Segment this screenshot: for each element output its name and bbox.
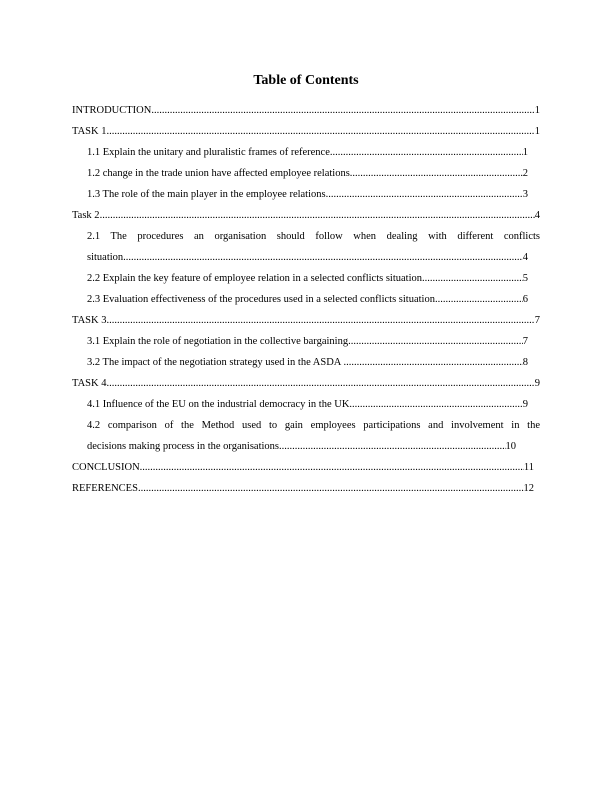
toc-page-number: 4 — [522, 252, 528, 263]
dot-leader — [350, 163, 523, 184]
toc-entry-1-1[interactable] — [87, 142, 528, 163]
toc-entry-task-3[interactable] — [72, 310, 540, 331]
dot-leader — [106, 373, 534, 394]
toc-entry-2-1[interactable] — [87, 226, 540, 268]
toc-page-number: 12 — [523, 483, 534, 494]
toc-page-number: 5 — [522, 273, 528, 284]
dot-leader — [330, 142, 523, 163]
toc-page-number: 11 — [523, 462, 534, 473]
dot-leader — [106, 121, 534, 142]
toc-entry-continuation — [87, 436, 516, 457]
toc-entry-continuation — [87, 247, 528, 268]
dot-leader — [348, 331, 523, 352]
toc-entry-2-2[interactable] — [87, 268, 528, 289]
toc-entry-3-1[interactable] — [87, 331, 528, 352]
toc-entry-label: 1.3 The role of the main player in the employee relations — [87, 189, 326, 200]
dot-leader — [435, 289, 523, 310]
toc-page-number: 7 — [522, 336, 528, 347]
toc-entry-introduction[interactable] — [72, 100, 540, 121]
toc-entry-4-2[interactable] — [87, 415, 540, 457]
toc-page-number: 1 — [534, 105, 540, 116]
toc-page-number: 9 — [522, 399, 528, 410]
page-title: Table of Contents — [253, 73, 359, 88]
toc-entry-label: CONCLUSION — [72, 462, 140, 473]
toc-entry-2-3[interactable] — [87, 289, 528, 310]
toc-entry-label-line1: 4.2 comparison of the Method used to gain employees participations and involvement in the — [87, 420, 540, 431]
toc-entry-label: TASK 3 — [72, 315, 107, 326]
toc-page-number: 6 — [522, 294, 528, 305]
dot-leader — [140, 457, 524, 478]
toc-page-number: 9 — [534, 378, 540, 389]
toc-entry-references[interactable] — [72, 478, 534, 499]
toc-entry-4-1[interactable] — [87, 394, 528, 415]
dot-leader — [349, 394, 522, 415]
toc-entry-label: 1.1 Explain the unitary and pluralistic frames of reference — [87, 147, 330, 158]
toc-entry-1-2[interactable] — [87, 163, 528, 184]
toc-entry-label: TASK 1 — [72, 126, 107, 137]
toc-page-number: 3 — [522, 189, 528, 200]
toc-entry-task-4[interactable] — [72, 373, 540, 394]
toc-page-number: 10 — [505, 441, 516, 452]
dot-leader — [100, 205, 535, 226]
dot-leader — [138, 478, 524, 499]
toc-page-number: 2 — [522, 168, 528, 179]
dot-leader — [123, 247, 523, 268]
toc-entry-label: 1.2 change in the trade union have affected employee relations — [87, 168, 350, 179]
dot-leader — [422, 268, 523, 289]
toc-entry-label-line1: 2.1 The procedures an organisation should follow when dealing with different conflicts — [87, 231, 540, 242]
toc-entry-label: 4.1 Influence of the EU on the industrial democracy in the UK — [87, 399, 350, 410]
toc-page-number: 8 — [522, 357, 528, 368]
dot-leader — [343, 352, 522, 373]
toc-entry-label: 3.2 The impact of the negotiation strategy used in the ASDA — [87, 357, 344, 368]
table-of-contents — [72, 100, 540, 499]
toc-entry-label: TASK 4 — [72, 378, 107, 389]
dot-leader — [279, 436, 506, 457]
toc-entry-label: Task 2 — [72, 210, 100, 221]
toc-page-number: 4 — [534, 210, 540, 221]
toc-page-number: 1 — [534, 126, 540, 137]
toc-entry-label: REFERENCES — [72, 483, 138, 494]
toc-entry-label: 2.3 Evaluation effectiveness of the procedures used in a selected conflicts situation — [87, 294, 435, 305]
toc-entry-label-line2: decisions making process in the organisations — [87, 441, 279, 452]
dot-leader — [106, 310, 534, 331]
toc-page-number: 7 — [534, 315, 540, 326]
toc-entry-task-1[interactable] — [72, 121, 540, 142]
toc-entry-3-2[interactable] — [87, 352, 528, 373]
toc-page-number: 1 — [522, 147, 528, 158]
toc-entry-label: 3.1 Explain the role of negotiation in the collective bargaining — [87, 336, 349, 347]
toc-entry-label-line2: situation — [87, 252, 124, 263]
toc-entry-label: INTRODUCTION — [72, 105, 152, 116]
toc-entry-task-2[interactable] — [72, 205, 540, 226]
dot-leader — [151, 100, 534, 121]
dot-leader — [326, 184, 523, 205]
toc-entry-1-3[interactable] — [87, 184, 528, 205]
toc-entry-label: 2.2 Explain the key feature of employee relation in a selected conflicts situation — [87, 273, 423, 284]
toc-entry-conclusion[interactable] — [72, 457, 534, 478]
